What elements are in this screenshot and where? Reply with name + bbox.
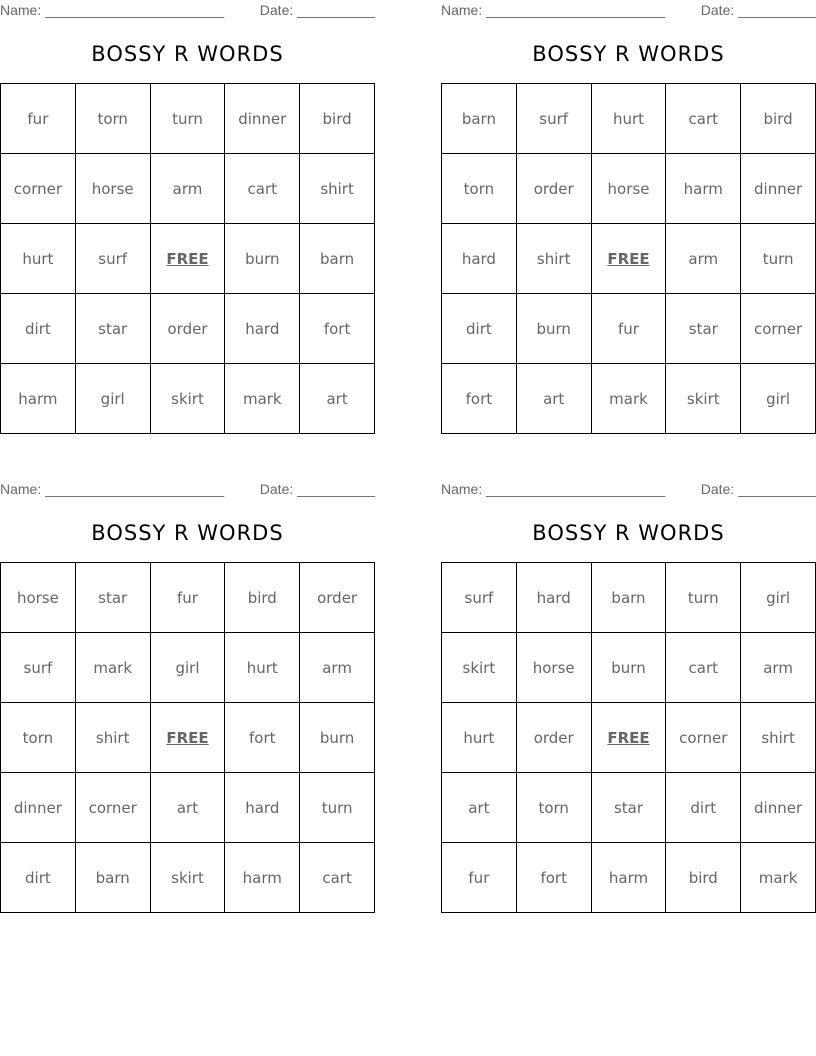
- word-cell: dinner: [1, 773, 76, 843]
- word-cell: hurt: [1, 224, 76, 294]
- header-fields: [441, 481, 816, 499]
- word-cell: arm: [300, 633, 375, 703]
- word-cell: star: [75, 294, 150, 364]
- word-cell: horse: [75, 154, 150, 224]
- bingo-grid: [0, 83, 375, 434]
- word-cell: turn: [300, 773, 375, 843]
- grid-row: [1, 773, 375, 843]
- word-cell: bird: [300, 84, 375, 154]
- word-cell: fur: [442, 843, 517, 913]
- word-cell: harm: [1, 364, 76, 434]
- free-space-cell: FREE: [591, 703, 666, 773]
- word-cell: burn: [300, 703, 375, 773]
- word-cell: hurt: [225, 633, 300, 703]
- word-cell: fort: [300, 294, 375, 364]
- bingo-card-1: [0, 0, 375, 440]
- word-cell: fur: [1, 84, 76, 154]
- word-cell: dirt: [442, 294, 517, 364]
- bingo-card-3: [0, 479, 375, 919]
- grid-row: [1, 154, 375, 224]
- header-fields: [441, 2, 816, 20]
- word-cell: order: [150, 294, 225, 364]
- grid-row: [442, 633, 816, 703]
- word-cell: mark: [591, 364, 666, 434]
- word-cell: mark: [741, 843, 816, 913]
- word-cell: cart: [300, 843, 375, 913]
- word-cell: star: [591, 773, 666, 843]
- word-cell: cart: [666, 84, 741, 154]
- bingo-grid: [0, 562, 375, 913]
- word-cell: horse: [591, 154, 666, 224]
- word-cell: fort: [516, 843, 591, 913]
- grid-row: [442, 224, 816, 294]
- word-cell: dirt: [1, 294, 76, 364]
- word-cell: turn: [666, 563, 741, 633]
- word-cell: harm: [591, 843, 666, 913]
- word-cell: burn: [225, 224, 300, 294]
- word-cell: cart: [225, 154, 300, 224]
- bingo-card-4: [441, 479, 816, 919]
- grid-row: [1, 563, 375, 633]
- name-field: Name: _______________________: [441, 2, 666, 18]
- grid-row: [1, 84, 375, 154]
- word-cell: torn: [75, 84, 150, 154]
- word-cell: dirt: [666, 773, 741, 843]
- word-cell: harm: [666, 154, 741, 224]
- word-cell: surf: [516, 84, 591, 154]
- word-cell: turn: [741, 224, 816, 294]
- word-cell: horse: [516, 633, 591, 703]
- free-space-cell: FREE: [150, 224, 225, 294]
- word-cell: bird: [741, 84, 816, 154]
- word-cell: skirt: [150, 843, 225, 913]
- word-cell: barn: [442, 84, 517, 154]
- word-cell: barn: [75, 843, 150, 913]
- word-cell: hard: [442, 224, 517, 294]
- word-cell: skirt: [150, 364, 225, 434]
- word-cell: hard: [225, 294, 300, 364]
- free-space-cell: FREE: [591, 224, 666, 294]
- date-field: Date: __________: [259, 481, 375, 497]
- word-cell: corner: [75, 773, 150, 843]
- word-cell: dinner: [741, 773, 816, 843]
- word-cell: torn: [516, 773, 591, 843]
- word-cell: star: [75, 563, 150, 633]
- word-cell: shirt: [516, 224, 591, 294]
- word-cell: torn: [442, 154, 517, 224]
- word-cell: harm: [225, 843, 300, 913]
- card-title: BOSSY R WORDS: [91, 42, 284, 66]
- card-title: BOSSY R WORDS: [532, 42, 725, 66]
- word-cell: bird: [666, 843, 741, 913]
- grid-row: [1, 364, 375, 434]
- word-cell: dirt: [1, 843, 76, 913]
- word-cell: girl: [741, 563, 816, 633]
- word-cell: girl: [150, 633, 225, 703]
- word-cell: surf: [442, 563, 517, 633]
- word-cell: art: [516, 364, 591, 434]
- word-cell: surf: [75, 224, 150, 294]
- word-cell: turn: [150, 84, 225, 154]
- name-field: Name: _______________________: [0, 481, 225, 497]
- word-cell: corner: [741, 294, 816, 364]
- word-cell: fort: [442, 364, 517, 434]
- word-cell: fort: [225, 703, 300, 773]
- word-cell: surf: [1, 633, 76, 703]
- word-cell: burn: [516, 294, 591, 364]
- word-cell: bird: [225, 563, 300, 633]
- date-field: Date: __________: [259, 2, 375, 18]
- grid-row: [442, 773, 816, 843]
- word-cell: shirt: [75, 703, 150, 773]
- word-cell: arm: [150, 154, 225, 224]
- grid-row: [442, 154, 816, 224]
- word-cell: girl: [75, 364, 150, 434]
- word-cell: corner: [666, 703, 741, 773]
- grid-row: [1, 224, 375, 294]
- word-cell: star: [666, 294, 741, 364]
- word-cell: horse: [1, 563, 76, 633]
- grid-row: [1, 703, 375, 773]
- bingo-card-2: [441, 0, 816, 440]
- word-cell: burn: [591, 633, 666, 703]
- word-cell: hard: [225, 773, 300, 843]
- word-cell: mark: [225, 364, 300, 434]
- name-field: Name: _______________________: [0, 2, 225, 18]
- word-cell: hurt: [442, 703, 517, 773]
- word-cell: mark: [75, 633, 150, 703]
- name-field: Name: _______________________: [441, 481, 666, 497]
- word-cell: hurt: [591, 84, 666, 154]
- word-cell: art: [300, 364, 375, 434]
- word-cell: order: [300, 563, 375, 633]
- grid-row: [1, 294, 375, 364]
- grid-row: [442, 84, 816, 154]
- word-cell: skirt: [442, 633, 517, 703]
- word-cell: dinner: [225, 84, 300, 154]
- word-cell: barn: [591, 563, 666, 633]
- word-cell: hard: [516, 563, 591, 633]
- grid-row: [1, 633, 375, 703]
- word-cell: corner: [1, 154, 76, 224]
- grid-row: [442, 364, 816, 434]
- grid-row: [442, 294, 816, 364]
- word-cell: fur: [150, 563, 225, 633]
- word-cell: arm: [741, 633, 816, 703]
- grid-row: [442, 703, 816, 773]
- bingo-grid: [441, 83, 816, 434]
- word-cell: shirt: [300, 154, 375, 224]
- grid-row: [1, 843, 375, 913]
- header-fields: [0, 481, 375, 499]
- free-space-cell: FREE: [150, 703, 225, 773]
- word-cell: shirt: [741, 703, 816, 773]
- word-cell: arm: [666, 224, 741, 294]
- date-field: Date: __________: [700, 481, 816, 497]
- word-cell: art: [442, 773, 517, 843]
- header-fields: [0, 2, 375, 20]
- card-title: BOSSY R WORDS: [532, 521, 725, 545]
- word-cell: girl: [741, 364, 816, 434]
- word-cell: fur: [591, 294, 666, 364]
- word-cell: cart: [666, 633, 741, 703]
- word-cell: order: [516, 703, 591, 773]
- date-field: Date: __________: [700, 2, 816, 18]
- word-cell: dinner: [741, 154, 816, 224]
- card-title: BOSSY R WORDS: [91, 521, 284, 545]
- word-cell: torn: [1, 703, 76, 773]
- grid-row: [442, 563, 816, 633]
- word-cell: skirt: [666, 364, 741, 434]
- grid-row: [442, 843, 816, 913]
- word-cell: art: [150, 773, 225, 843]
- word-cell: order: [516, 154, 591, 224]
- bingo-grid: [441, 562, 816, 913]
- word-cell: barn: [300, 224, 375, 294]
